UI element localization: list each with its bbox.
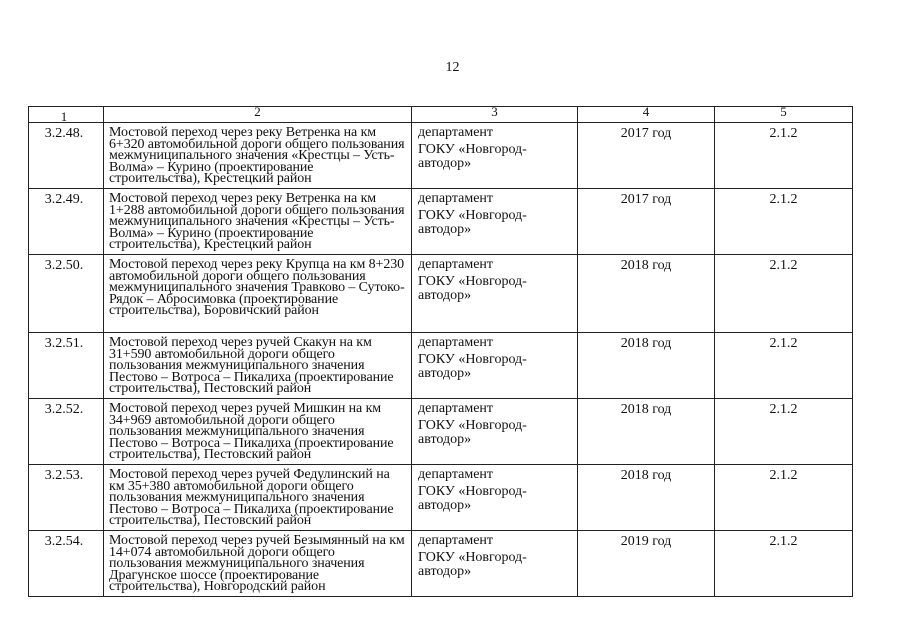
code: 2.1.2 [715,465,853,531]
responsible-agency: ГОКУ «Новгород-автодор» [418,549,527,579]
responsible-cell [412,531,578,597]
row-number: 3.2.51. [29,333,104,399]
construction-table [28,106,853,597]
responsible-agency: ГОКУ «Новгород-автодор» [418,351,527,381]
responsible-department: департамент [418,125,494,140]
responsible-cell [412,399,578,465]
year: 2019 год [578,531,715,597]
code: 2.1.2 [715,333,853,399]
code: 2.1.2 [715,399,853,465]
responsible-department: департамент [418,401,494,416]
responsible-agency: ГОКУ «Новгород-автодор» [418,207,527,237]
table-row [29,123,853,189]
object-name: Мостовой переход через ручей Федулинский на км 35+380 автомобильной дороги общего пользования межмуниципального значения Пестово – Вотроса – Пикалиха (проектирование строительства), Пестовский район [104,465,412,531]
row-number: 3.2.53. [29,465,104,531]
object-name: Мостовой переход через реку Ветренка на км 1+288 автомобильной дороги общего пользования межмуниципального значения «Крестцы – Усть-Волма» – Курино (проектирование строительства), Крестецкий район [104,189,412,255]
code: 2.1.2 [715,531,853,597]
responsible-cell [412,465,578,531]
year: 2018 год [578,255,715,333]
year: 2018 год [578,399,715,465]
object-name: Мостовой переход через реку Ветренка на км 6+320 автомобильной дороги общего пользования межмуниципального значения «Крестцы – Усть-Волма» – Курино (проектирование строительства), Крестецкий район [104,123,412,189]
header-col-5: 5 [715,107,853,123]
row-number: 3.2.49. [29,189,104,255]
responsible-cell [412,255,578,333]
object-name: Мостовой переход через ручей Мишкин на км 34+969 автомобильной дороги общего пользования межмуниципального значения Пестово – Вотроса – Пикалиха (проектирование строительства), Пестовский район [104,399,412,465]
responsible-department: департамент [418,533,494,548]
responsible-agency: ГОКУ «Новгород-автодор» [418,141,527,171]
responsible-agency: ГОКУ «Новгород-автодор» [418,483,527,513]
responsible-department: департамент [418,191,494,206]
row-number: 3.2.48. [29,123,104,189]
responsible-cell [412,333,578,399]
year: 2018 год [578,465,715,531]
year: 2017 год [578,189,715,255]
table-header [29,104,853,124]
header-col-1: 1 [29,107,104,123]
responsible-agency: ГОКУ «Новгород-автодор» [418,417,527,447]
table-row [29,189,853,255]
responsible-department: департамент [418,335,494,350]
responsible-cell [412,189,578,255]
year: 2018 год [578,333,715,399]
responsible-department: департамент [418,467,494,482]
responsible-cell [412,123,578,189]
header-row [29,107,853,123]
object-name: Мостовой переход через ручей Скакун на км 31+590 автомобильной дороги общего пользования межмуниципального значения Пестово – Вотроса – Пикалиха (проектирование строительства), Пестовский район [104,333,412,399]
header-col-2: 2 [104,107,412,123]
table-row [29,465,853,531]
header-col-3: 3 [412,107,578,123]
code: 2.1.2 [715,255,853,333]
table-row [29,531,853,597]
object-name: Мостовой переход через ручей Безымянный на км 14+074 автомобильной дороги общего пользования межмуниципального значения Драгунское шоссе (проектирование строительства), Новгородский район [104,531,412,597]
object-name: Мостовой переход через реку Крупца на км 8+230 автомобильной дороги общего пользования межмуниципального значения Травково – Сутоко-Рядок – Абросимовка (проектирование строительства), Боровичский район [104,255,412,333]
page-number: 12 [445,60,460,75]
table-body [29,123,853,597]
code: 2.1.2 [715,123,853,189]
responsible-agency: ГОКУ «Новгород-автодор» [418,273,527,303]
row-number: 3.2.52. [29,399,104,465]
table-row [29,255,853,333]
row-number: 3.2.50. [29,255,104,333]
table-row [29,399,853,465]
code: 2.1.2 [715,189,853,255]
header-col-4: 4 [578,107,715,123]
table-row [29,333,853,399]
responsible-department: департамент [418,257,494,272]
year: 2017 год [578,123,715,189]
row-number: 3.2.54. [29,531,104,597]
